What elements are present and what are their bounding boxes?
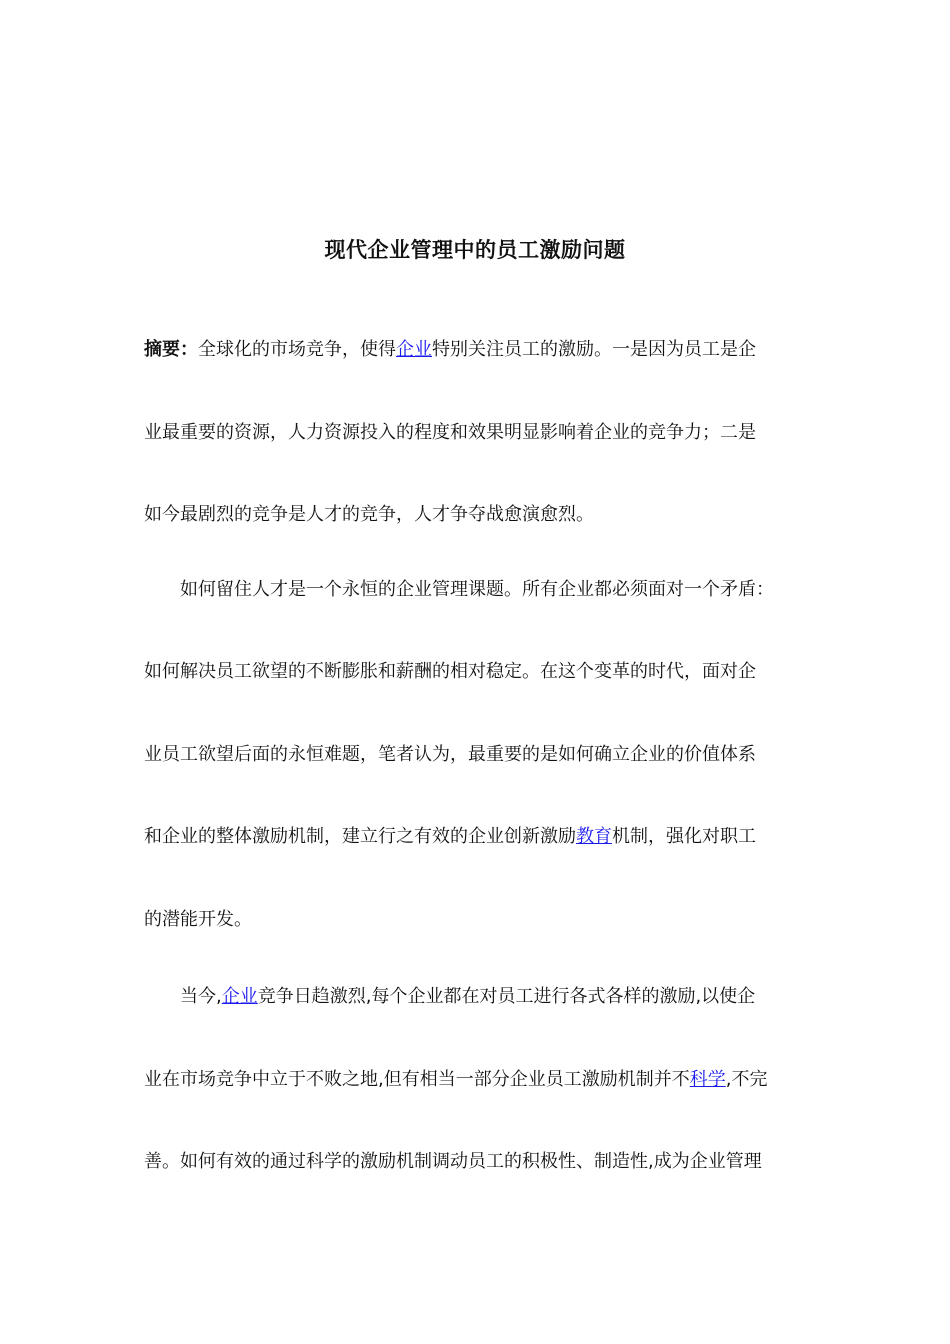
paragraph-2-line-5: 的潜能开发。 [144, 909, 252, 930]
link-science[interactable]: 科学 [689, 1069, 726, 1090]
abstract-line-2: 业最重要的资源，人力资源投入的程度和效果明显影响着企业的竞争力；二是 [144, 422, 756, 443]
link-enterprise-2[interactable]: 企业 [221, 986, 258, 1007]
paragraph-text: 竞争日趋激烈,每个企业都在对员工进行各式各样的激励,以使企 [257, 986, 756, 1007]
paragraph-3-line-1 [180, 982, 755, 1012]
paragraph-2-line-1: 如何留住人才是一个永恒的企业管理课题。所有企业都必须面对一个矛盾： [180, 579, 774, 600]
abstract-text: 特别关注员工的激励。一是因为员工是企 [432, 339, 756, 360]
paragraph-3-line-2 [144, 1065, 767, 1095]
paragraph-text: 业在市场竞争中立于不败之地,但有相当一部分企业员工激励机制并不 [144, 1069, 690, 1090]
abstract-label: 摘要： [144, 339, 198, 360]
paragraph-3-line-3: 善。如何有效的通过科学的激励机制调动员工的积极性、制造性,成为企业管理 [144, 1151, 762, 1172]
link-education[interactable]: 教育 [576, 826, 612, 847]
paragraph-2-line-4 [144, 822, 756, 852]
paragraph-text: 和企业的整体激励机制，建立行之有效的企业创新激励 [144, 826, 576, 847]
paragraph-text: 机制，强化对职工 [612, 826, 756, 847]
document-title: 现代企业管理中的员工激励问题 [324, 238, 626, 262]
abstract-line-1 [144, 335, 756, 365]
abstract-text: 全球化的市场竞争，使得 [198, 339, 396, 360]
paragraph-text: ,不完 [725, 1069, 768, 1090]
link-enterprise[interactable]: 企业 [396, 339, 432, 360]
paragraph-text: 当今, [180, 986, 222, 1007]
abstract-line-3: 如今最剧烈的竞争是人才的竞争，人才争夺战愈演愈烈。 [144, 504, 594, 525]
paragraph-2-line-2: 如何解决员工欲望的不断膨胀和薪酬的相对稳定。在这个变革的时代，面对企 [144, 661, 756, 682]
paragraph-2-line-3: 业员工欲望后面的永恒难题，笔者认为，最重要的是如何确立企业的价值体系 [144, 744, 756, 765]
